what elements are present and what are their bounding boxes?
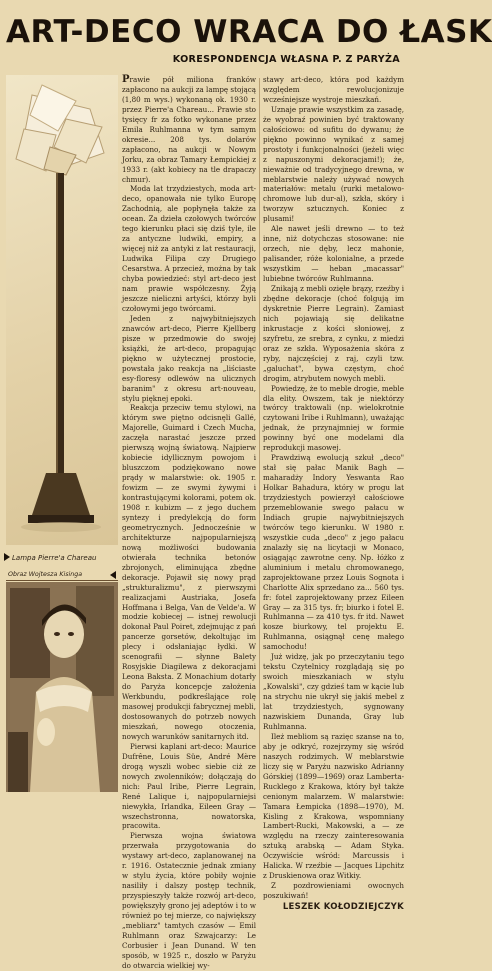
article-column-1 [122, 74, 256, 970]
paragraph: Znikają z mebli ozięłe brązy, rzeźby i zbędne dekoracje (choć folgują im dyskretnie Pierre Legrain). Zamiast nich pojawiają się delikatne inkrustacje z kości słoniowej, z szyfretu, ze srebra, z cynku, z miedzi oraz ze szkła. Wyposażenia skóra z ryby, najczęściej z raj, czyli tzw. „galuchat", bywa częstym, choć drogim, atrybutem nowych mebli. [263, 284, 404, 383]
paragraph: Z pozdrowieniami owocnych poszukiwań! [263, 881, 404, 901]
paragraph: Uznaje prawie wszystkim za zasadę, że wyobraź powinien być traktowany całościowo: od sufitu do dywanu; że piękno powinno wynikać z samej prostoty i funkcjonalności (jeżeli więc z napuszonymi dekoracjami!); że, nieważnie od tradycyjnego drewna, w meblarstwie należy używać nowych materiałów: metalu (rurki metalowo-chromowe lub dur-al), szkła, skóry i tworzyw sztucznych. Koniec z plusami! [263, 104, 404, 224]
paragraph: Ileż mebliom są razięc szanse na to, aby je odkryć, rozejrzymy się wśród naszych rodzimych. W meblarstwie liczy się w Paryżu nazwisko Adrianny Górskiej (1899—1969) oraz Lamberta-Rucklego z Krakowa, który był także cenionym malarzem. W malarstwie: Tamara Łempicka (1898—1970), M. Kisling z Krakowa, wspomniany Lambert-Rucki, Makowski, a — ze względu na rzeczy zainteresowania sztuką arabską — Adam Styka. Oczywiście wśród: Marcussis i Halicka. W rzeźbie — Jacques Lipchitz z Druskienowa oraz Witkiy. [263, 731, 404, 881]
paragraph: Ale nawet jeśli drewno — to też inne, niż dotychczas stosowane: nie orzech, nie dęby, lecz mahonie, palisander, róże kolonialne, a przede wszystkim — heban „macassar" lubiebne twórców Ruhlmanna. [263, 224, 404, 284]
painting-photograph [6, 582, 118, 792]
lamp-photo-caption: Lampa Pierre'a Chareau [12, 554, 97, 562]
drop-cap: P [122, 74, 130, 85]
lamp-photograph [6, 75, 118, 545]
paragraph: Pierwsi kaplani art-deco: Maurice Dufrêne, Louis Süe, André Mère drogą wyszli wobec siebie ciż ze nowych zwolenników; dołączają do nich: Paul Iribe, Pierre Legrain, René Lalique i, najpopularniejsi niewykła, Irlandka, Eileen Gray — wszechstronna, nowatorska, pracowita. [122, 741, 256, 831]
caption-arrow-icon [4, 553, 10, 561]
caption-arrow-icon [110, 571, 116, 579]
paragraph: Jeden z najwybitniejszych znawców art-deco, Pierre Kjellberg pisze w przedmowie do swojej książki, że art-deco, propagując piękno w użytecznej prostocie, powstała jako reakcja na „liściaste esy-floresy odlewów na ulicznych baranim" z okresu art-nouveau, stylu pięknej epoki. [122, 313, 256, 403]
paragraph: Reakcja przeciw temu stylowi, na którym swe piętno odcisnęli Gallé, Majorelle, Guimard i Czech Mucha, zaczęła narastać jeszcze przed pierwszą wojną światową. Najpierw kobiecie idyllicznym powojom i bluszczom podziękowano nowe prądy w malarstwie: ok. 1905 r. fowizm — ze swymi żywymi i kontrastującymi kolorami, potem ok. 1908 r. kubizm — z jego duchem syntezy i predylekcją do form geometrycznych. Jednocześnie w architekturze najpopularniejszą nową możliwości budowania otwierała technika betonów zbrojonych, eliminująca zbędne dekoracje. Pojawił się nowy prąd „strukturalizmu", z pierwszymi realizacjami Austriaka, Josefa Hoffmana i Belga, Van de Velde'a. W modzie kobiecej — istnej rewolucji dokonał Paul Poiret, zdejmując z pań pancerze gorsetów, dekoltując im plecy i odsłaniając łydki. W scenografii — słynne Balety Rosyjskie Diagilewa z dekoracjami Leona Baksta. Z Monachium dotarły do Paryża koncepcje założenia Werkbundu, podkreślające rolę masowej produkcji fabrycznej mebli, dostosowanych do potrzeb nowych mieszkań, nowego otoczenia, nowych warunków sanitarnych itd. [122, 403, 256, 741]
paragraph [122, 75, 256, 184]
paragraph: Moda lat trzydziestych, moda art-deco, opanowała nie tylko Europę Zachodnią, ale popłynęła także za ocean. Za dzieła czołowych twórców tego kierunku płaci się dziś tyle, ile za antyczne ludwiki, empiry, a więcej niż za antyki z lat restauracji, Ludwika Filipa czy Drugiego Cesarstwa. A przecież, można by tak chyba powiedzieć: styl art-deco jest nam prawie współczesny. Żyją jeszcze nieliczni artyści, którzy byli czołowymi jego twórcami. [122, 184, 256, 313]
article-subheadline: KORESPONDENCJA WŁASNA P. Z PARYŻA [172, 54, 400, 65]
paragraph: stawy art-deco, która pod każdym względem rewolucjonizuje wcześniejsze wystroje mieszkań. [263, 75, 404, 104]
paragraph: Prawdziwą ewolucją szkuł „deco" stał się pałac Manik Bagh — maharadży Indory Yeswanta Rao Holkar Bahadura, który w progu lat trzydziestych powierzył całościowe przemeblowanie swego pałacu w Indiach grupie najwybitniejszych twórców tego kierunku. W 1980 r. wszystkie cuda „deco" z jego pałacu znalazły się na licytacji w Monaco, osiągając zawrotne ceny. Np. łóżko z aluminium i metalu chromowanego, zaprojektowane przez Louis Sognota i Charlotte Alix sprzedano za... 560 tys. fr: fotel zaprojektowany przez Eileen Gray — za 315 tys. fr; biurko i fotel E. Ruhlmanna — za 410 tys. fr itd. Nawet kosze biurkowy, tel projektu E. Ruhlmanna, osiągnął cenę małego samochodu! [263, 453, 404, 652]
painting-illustration [6, 582, 118, 792]
paragraph: Już widzę, jak po przeczytaniu tego tekstu Czytelnicy rozglądają się po swoich mieszkaniach w stylu „Kowalski", czy gdzieś tam w kącie lub na strychu nie ukrył się jakiś mebel z lat trzydziestych, sygnowany nazwiskiem Dunanda, Gray lub Ruhlmanna. [263, 652, 404, 731]
article-column-2 [263, 75, 404, 913]
painting-photo-caption: Obraz Wojtesza Kisinga [8, 571, 83, 578]
paragraph-text: rawie pół miliona franków zapłacono na aukcji za lampę stojącą (1,80 m wys.) wykonaną ok. 1930 r. przez Pierre'a Chareau... Prawie sto tysięcy fr za fotko wykonane przez Emila Ruhlmanna w tym samym okresie... 208 tys. dolarów zapłacono, na aukcji w Nowym Jorku, za obraz Tamary Łempickiej z 1933 r. (akt kobiecy na tle drapaczy chmur). [122, 75, 256, 184]
article-headline: ART-DECO WRACA DO ŁASK [6, 14, 492, 50]
lamp-illustration [6, 75, 118, 545]
paragraph: Powiedzę, że to meble drogie, meble dla elity. Owszem, tak je niektórzy twórcy traktowali (np. wielokrotnie czytowani Iribe i Ruhlmann), uważając jednak, że przynajmniej w formie powinny być one modelami dla reprodukcji masowej. [263, 383, 404, 453]
paragraph: Pierwsza wojna światowa przerwała przygotowania do wystawy art-deco, zaplanowanej na r. 1916. Ostatecznie jednak zmiany w stylu życia, które pobiły wojnie nasiliły i dalszy postęp technik, przyspieszyły także rozwój art-deco, powiększyły grono jej adeptów i to w również po tej mierze, co największy „mebliarz" tamtych czasów — Emil Ruhlmann oraz Szwajcarzy: Le Corbusier i Jean Dunand. W ten sposób, w 1925 r., doszło w Paryżu do otwarcia wielkiej wy- [122, 831, 256, 970]
column-divider [259, 78, 260, 790]
author-signature: LESZEK KOŁODZIEJCZYK [282, 902, 404, 913]
